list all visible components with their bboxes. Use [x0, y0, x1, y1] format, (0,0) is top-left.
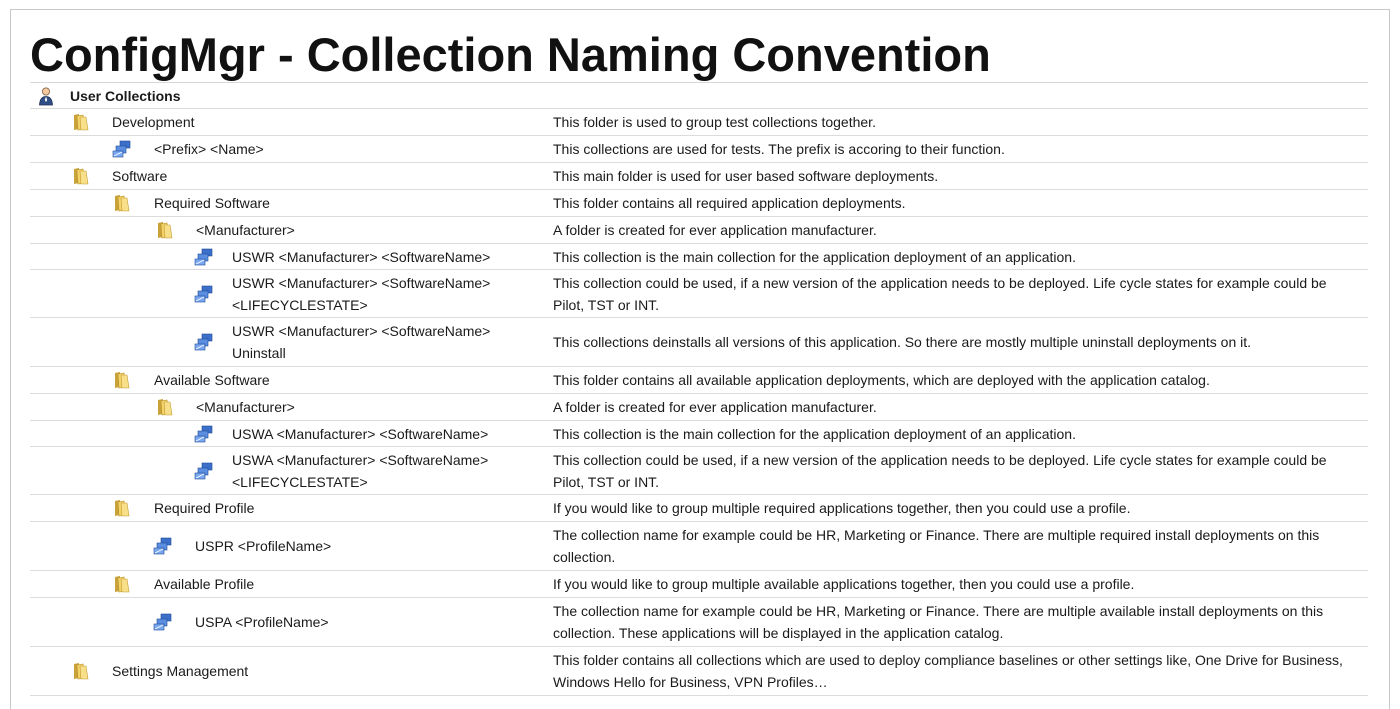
collection-icon: [153, 612, 173, 632]
table-row: [30, 84, 1368, 109]
row-name: Software: [112, 168, 168, 184]
row-name: Required Profile: [154, 500, 255, 516]
row-name: Development: [112, 114, 195, 130]
folder-icon: [155, 220, 175, 240]
folder-icon: [112, 193, 132, 213]
user-icon: [36, 86, 56, 106]
row-description: The collection name for example could be HR, Marketing or Finance. There are multiple required install deployments on this collection.: [553, 527, 1320, 565]
row-name: <Manufacturer>: [196, 222, 295, 238]
collection-icon: [194, 332, 214, 352]
row-name: Required Software: [154, 195, 270, 211]
row-description: If you would like to group multiple required applications together, then you could use a profile.: [553, 500, 1131, 516]
row-name: <Prefix> <Name>: [154, 141, 264, 157]
row-description: This folder contains all available application deployments, which are deployed with the application catalog.: [553, 372, 1210, 388]
folder-icon: [155, 397, 175, 417]
table-row: [30, 647, 1368, 696]
table-row: [30, 244, 1368, 270]
collection-table: [30, 84, 1368, 696]
table-row: [30, 163, 1368, 190]
table-row: [30, 318, 1368, 367]
title-divider: [30, 82, 1368, 83]
row-description: This folder is used to group test collections together.: [553, 114, 876, 130]
collection-icon: [194, 247, 214, 267]
page-title: ConfigMgr - Collection Naming Convention: [30, 28, 991, 81]
collection-icon: [153, 536, 173, 556]
row-description: This collection could be used, if a new version of the application needs to be deployed. Life cycle states for example could be Pilot, TST or INT.: [553, 274, 1327, 313]
row-name: USWR <Manufacturer> <SoftwareName>: [232, 248, 491, 265]
table-row: [30, 495, 1368, 522]
folder-icon: [112, 498, 132, 518]
row-name: USPA <ProfileName>: [195, 614, 329, 630]
row-description: This main folder is used for user based software deployments.: [553, 168, 939, 184]
row-name: USWR <Manufacturer> <SoftwareName> <LIFECYCLESTATE>: [232, 274, 491, 313]
row-description: A folder is created for ever application manufacturer.: [553, 399, 877, 415]
row-description: This collections deinstalls all versions of this application. So there are mostly multiple uninstall deployments on it.: [553, 334, 1252, 350]
table-row: [30, 367, 1368, 394]
row-description: A folder is created for ever application manufacturer.: [553, 222, 877, 238]
row-name: USPR <ProfileName>: [195, 538, 332, 554]
row-description: This collection is the main collection for the application deployment of an application.: [553, 425, 1076, 442]
row-description: This collection is the main collection for the application deployment of an application.: [553, 248, 1076, 265]
table-row: [30, 136, 1368, 163]
table-row: [30, 571, 1368, 598]
row-description: This folder contains all collections which are used to deploy compliance baselines or other settings like, One Drive for Business, Windows Hello for Business, VPN Profiles…: [553, 652, 1343, 690]
folder-icon: [112, 370, 132, 390]
folder-icon: [71, 661, 91, 681]
row-name: Available Profile: [154, 576, 255, 592]
row-name: Available Software: [154, 372, 270, 388]
table-row: [30, 217, 1368, 244]
row-name: USWR <Manufacturer> <SoftwareName> Uninstall: [232, 323, 491, 361]
collection-icon: [194, 461, 214, 481]
table-row: [30, 598, 1368, 647]
table-row: [30, 522, 1368, 571]
table-row: [30, 394, 1368, 421]
table-row: [30, 270, 1368, 318]
collection-icon: [112, 139, 132, 159]
row-description: The collection name for example could be HR, Marketing or Finance. There are multiple available install deployments on this collection. These applications will be displayed in the application catalog.: [553, 603, 1324, 641]
folder-icon: [112, 574, 132, 594]
folder-icon: [71, 166, 91, 186]
row-description: This folder contains all required application deployments.: [553, 195, 906, 211]
row-description: This collection could be used, if a new version of the application needs to be deployed. Life cycle states for example could be Pilot, TST or INT.: [553, 451, 1327, 490]
collection-icon: [194, 284, 214, 304]
row-name: USWA <Manufacturer> <SoftwareName>: [232, 425, 489, 442]
row-name: <Manufacturer>: [196, 399, 295, 415]
row-name: User Collections: [70, 88, 181, 104]
row-name: USWA <Manufacturer> <SoftwareName> <LIFECYCLESTATE>: [232, 451, 489, 490]
folder-icon: [71, 112, 91, 132]
table-row: [30, 421, 1368, 447]
table-row: [30, 109, 1368, 136]
collection-icon: [194, 424, 214, 444]
row-name: Settings Management: [112, 663, 249, 679]
row-description: If you would like to group multiple available applications together, then you could use a profile.: [553, 576, 1135, 592]
table-row: [30, 190, 1368, 217]
row-description: This collections are used for tests. The prefix is accoring to their function.: [553, 141, 1005, 157]
table-row: [30, 447, 1368, 495]
